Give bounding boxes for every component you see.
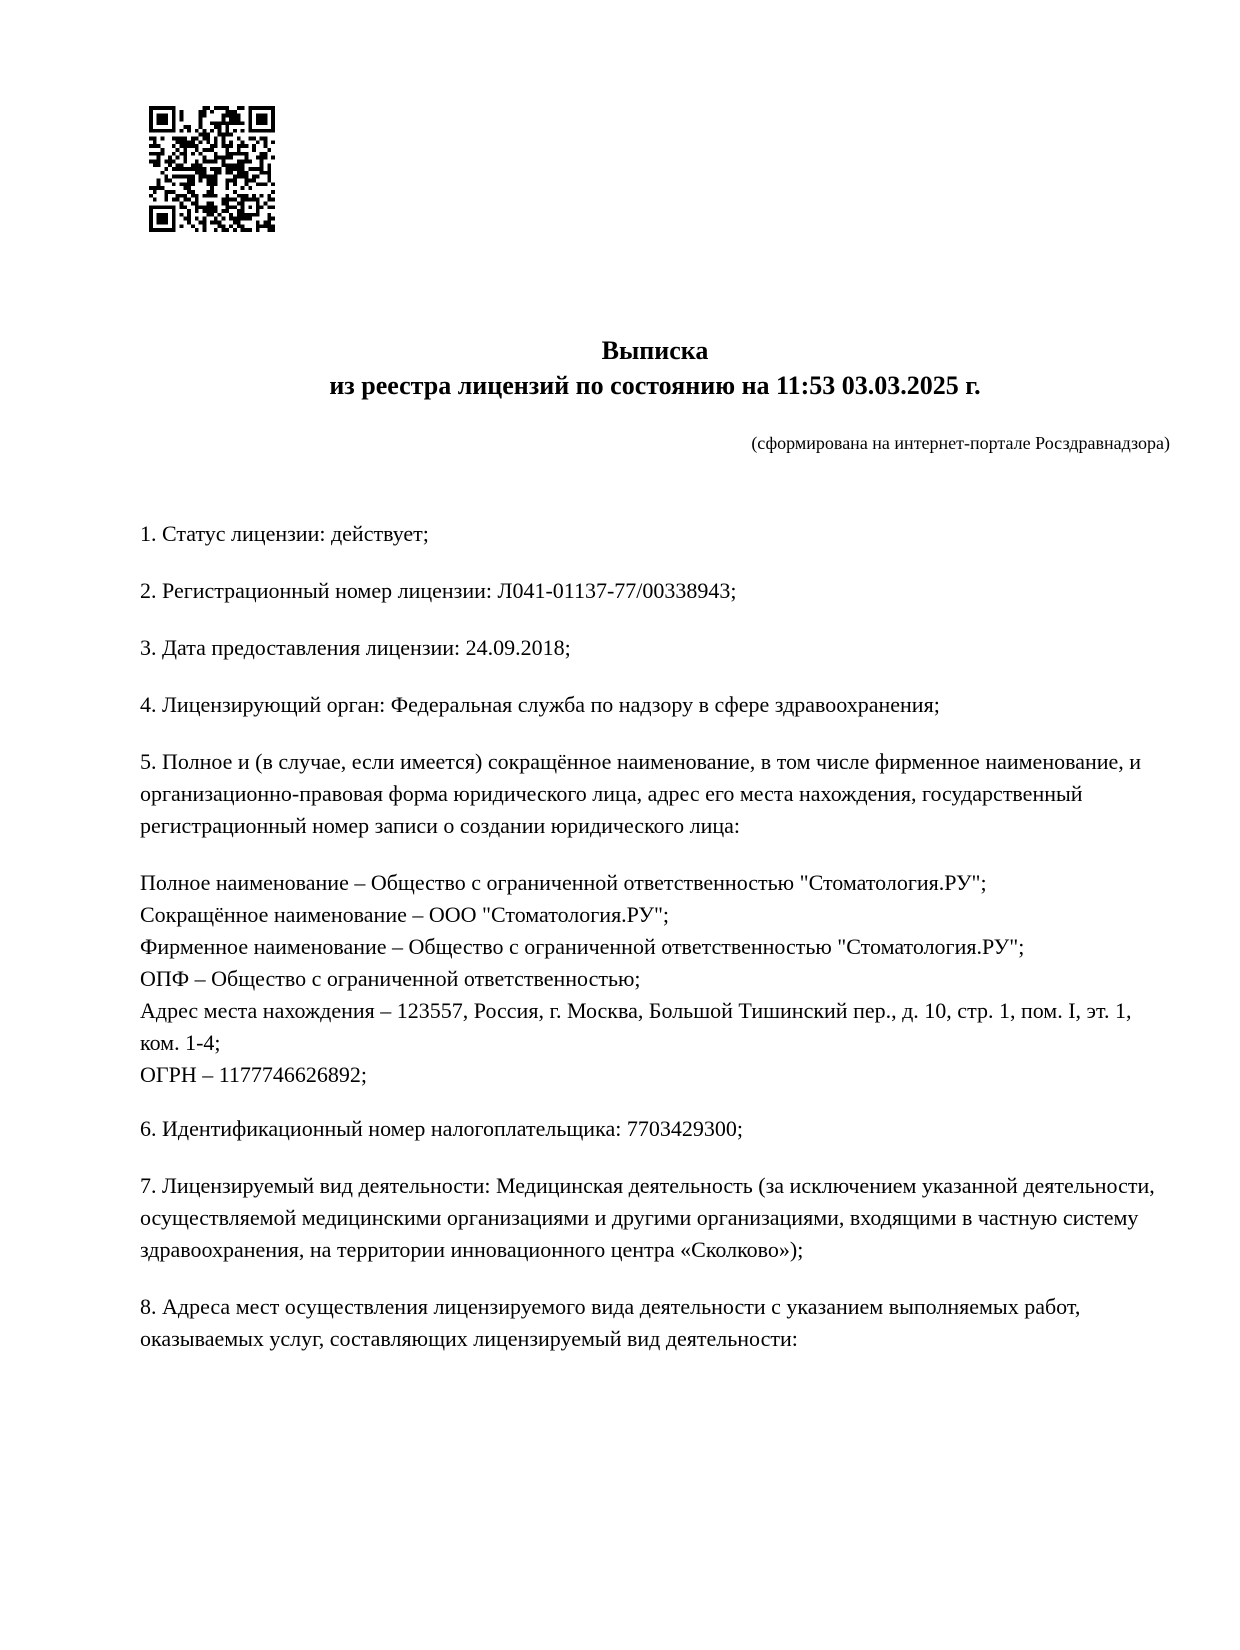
paragraph-license-date — [140, 632, 1170, 664]
document-subtitle: (сформирована на интернет-портале Росздравнадзора) — [751, 433, 1170, 453]
company-address: Адрес места нахождения – 123557, Россия, г. Москва, Большой Тишинский пер., д. 10, стр. 1, пом. I, эт. 1, ком. 1-4; — [140, 998, 1132, 1055]
company-ogrn: ОГРН – 1177746626892; — [140, 1062, 368, 1087]
qr-code — [149, 106, 275, 232]
document-body — [140, 518, 1170, 1355]
paragraph-activity-addresses-heading — [140, 1291, 1170, 1355]
title-line-1: Выписка — [601, 336, 709, 365]
paragraph-licensing-authority — [140, 689, 1170, 721]
paragraph-licensed-activity — [140, 1170, 1170, 1266]
paragraph-text: 3. Дата предоставления лицензии: 24.09.2018; — [140, 635, 571, 660]
paragraph-legal-entity-heading — [140, 746, 1170, 842]
company-short-name: Сокращённое наименование – ООО "Стоматология.РУ"; — [140, 902, 670, 927]
document-content — [140, 333, 1170, 1355]
company-brand-name: Фирменное наименование – Общество с ограниченной ответственностью "Стоматология.РУ"; — [140, 934, 1025, 959]
paragraph-text: 8. Адреса мест осуществления лицензируемого вида деятельности с указанием выполняемых работ, оказываемых услуг, составляющих лицензируемый вид деятельности: — [140, 1294, 1081, 1351]
company-full-name: Полное наименование – Общество с ограниченной ответственностью "Стоматология.РУ"; — [140, 870, 987, 895]
qr-code-pattern — [149, 106, 275, 232]
paragraph-text: 7. Лицензируемый вид деятельности: Медицинская деятельность (за исключением указанной деятельности, осуществляемой медицинскими организациями и другими организациями, входящими в частную систему здравоохранения, на территории инновационного центра «Сколково»); — [140, 1173, 1155, 1262]
paragraph-text: 1. Статус лицензии: действует; — [140, 521, 429, 546]
paragraph-taxpayer-number — [140, 1113, 1170, 1145]
paragraph-license-status — [140, 518, 1170, 550]
paragraph-text: 5. Полное и (в случае, если имеется) сокращённое наименование, в том числе фирменное наименование, и организационно-правовая форма юридического лица, адрес его места нахождения, государственный регистрационный номер записи о создании юридического лица: — [140, 749, 1142, 838]
paragraph-text: 4. Лицензирующий орган: Федеральная служба по надзору в сфере здравоохранения; — [140, 692, 940, 717]
document-title — [140, 333, 1170, 403]
paragraph-text: 6. Идентификационный номер налогоплательщика: 7703429300; — [140, 1116, 743, 1141]
paragraph-registration-number — [140, 575, 1170, 607]
company-legal-form: ОПФ – Общество с ограниченной ответственностью; — [140, 966, 641, 991]
title-line-2: из реестра лицензий по состоянию на 11:53 03.03.2025 г. — [329, 371, 981, 400]
paragraph-text: 2. Регистрационный номер лицензии: Л041-01137-77/00338943; — [140, 578, 737, 603]
